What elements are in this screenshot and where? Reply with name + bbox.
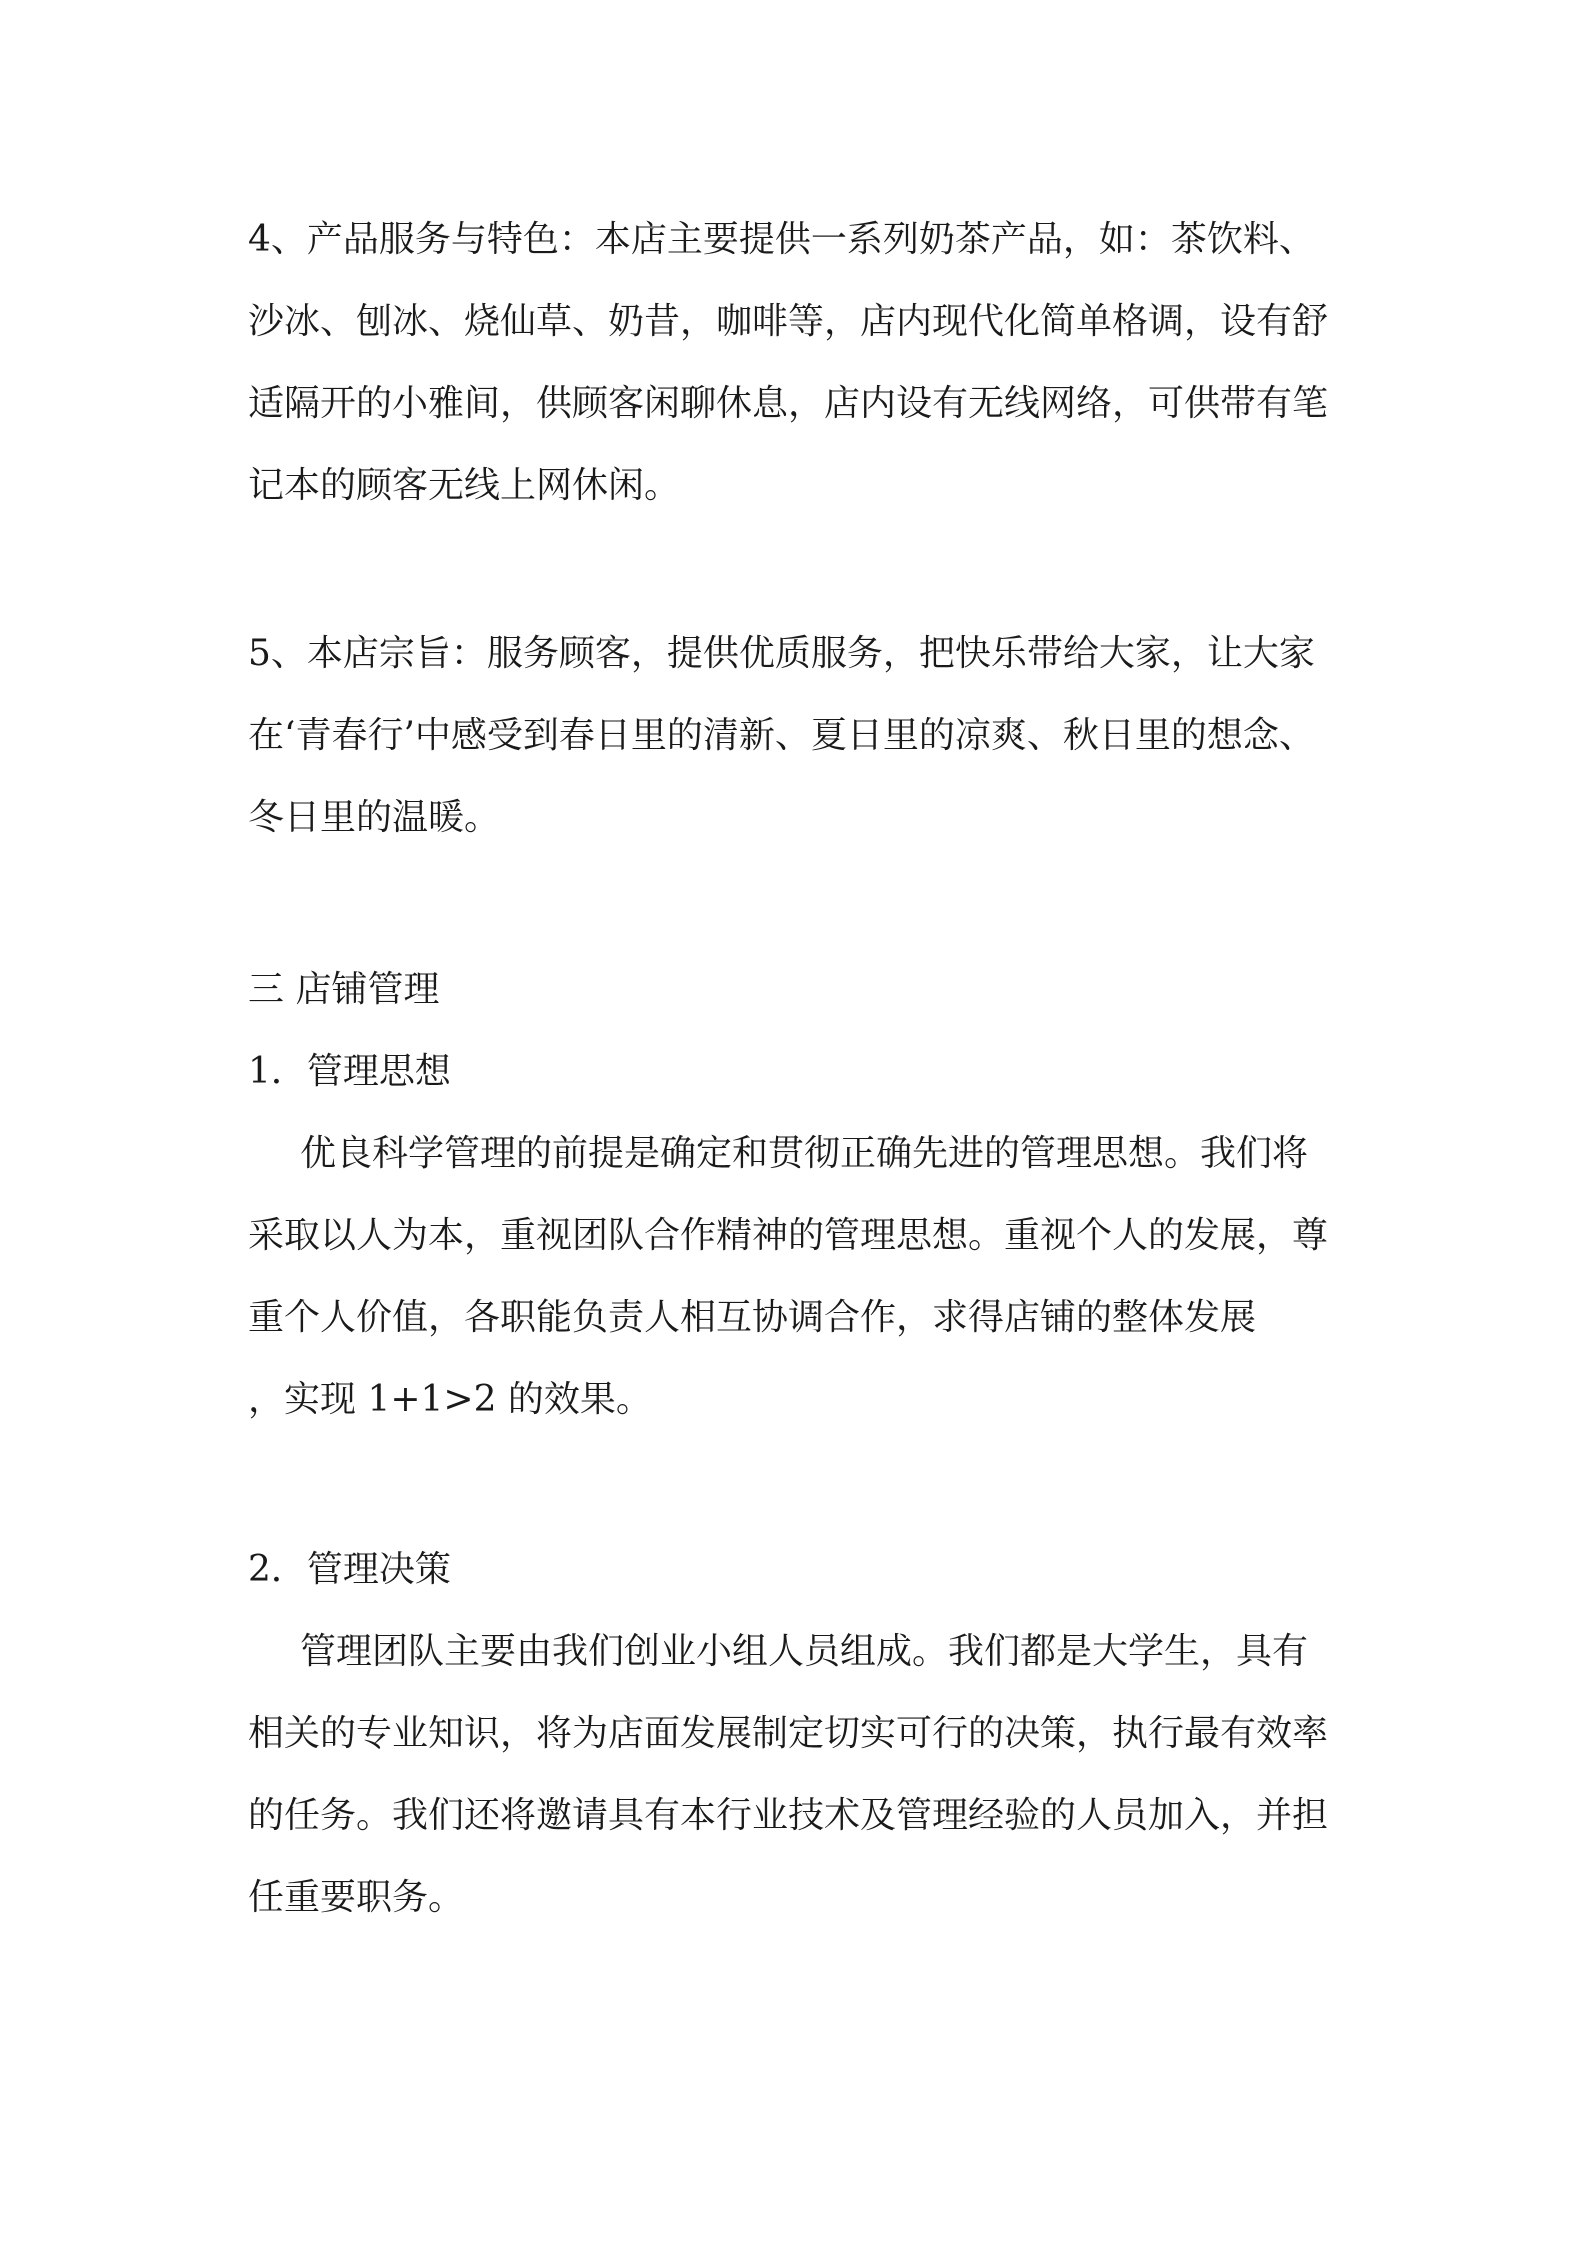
section-4-line-2: 沙冰、刨冰、烧仙草、奶昔，咖啡等，店内现代化简单格调，设有舒 xyxy=(248,301,1329,342)
subsection-2-line-3: 的任务。我们还将邀请具有本行业技术及管理经验的人员加入，并担 xyxy=(248,1795,1329,1836)
subsection-1-line-3: 重个人价值，各职能负责人相互协调合作，求得店铺的整体发展 xyxy=(248,1297,1257,1338)
subsection-2-line-4: 任重要职务。 xyxy=(248,1877,465,1918)
section-5-line-3: 冬日里的温暖。 xyxy=(248,797,501,838)
chapter-3-heading: 三 店铺管理 xyxy=(248,969,440,1010)
section-5-line-1: 5、本店宗旨：服务顾客，提供优质服务，把快乐带给大家，让大家 xyxy=(248,633,1315,674)
subsection-1-line-1: 优良科学管理的前提是确定和贯彻正确先进的管理思想。我们将 xyxy=(300,1133,1309,1174)
section-4-line-3: 适隔开的小雅间，供顾客闲聊休息，店内设有无线网络，可供带有笔 xyxy=(248,383,1329,424)
subsection-1-line-4: ，实现 1+1>2 的效果。 xyxy=(248,1379,652,1420)
subsection-2-line-2: 相关的专业知识，将为店面发展制定切实可行的决策，执行最有效率 xyxy=(248,1713,1329,1754)
subsection-1-heading: 1．管理思想 xyxy=(248,1051,451,1092)
section-4-line-1: 4、产品服务与特色：本店主要提供一系列奶茶产品，如：茶饮料、 xyxy=(248,219,1315,260)
subsection-1-line-2: 采取以人为本，重视团队合作精神的管理思想。重视个人的发展，尊 xyxy=(248,1215,1329,1256)
subsection-2-heading: 2．管理决策 xyxy=(248,1549,451,1590)
section-4-line-4: 记本的顾客无线上网休闲。 xyxy=(248,465,681,506)
section-5-line-2: 在‘青春行’中感受到春日里的清新、夏日里的凉爽、秋日里的想念、 xyxy=(248,715,1315,756)
subsection-2-line-1: 管理团队主要由我们创业小组人员组成。我们都是大学生，具有 xyxy=(300,1631,1309,1672)
